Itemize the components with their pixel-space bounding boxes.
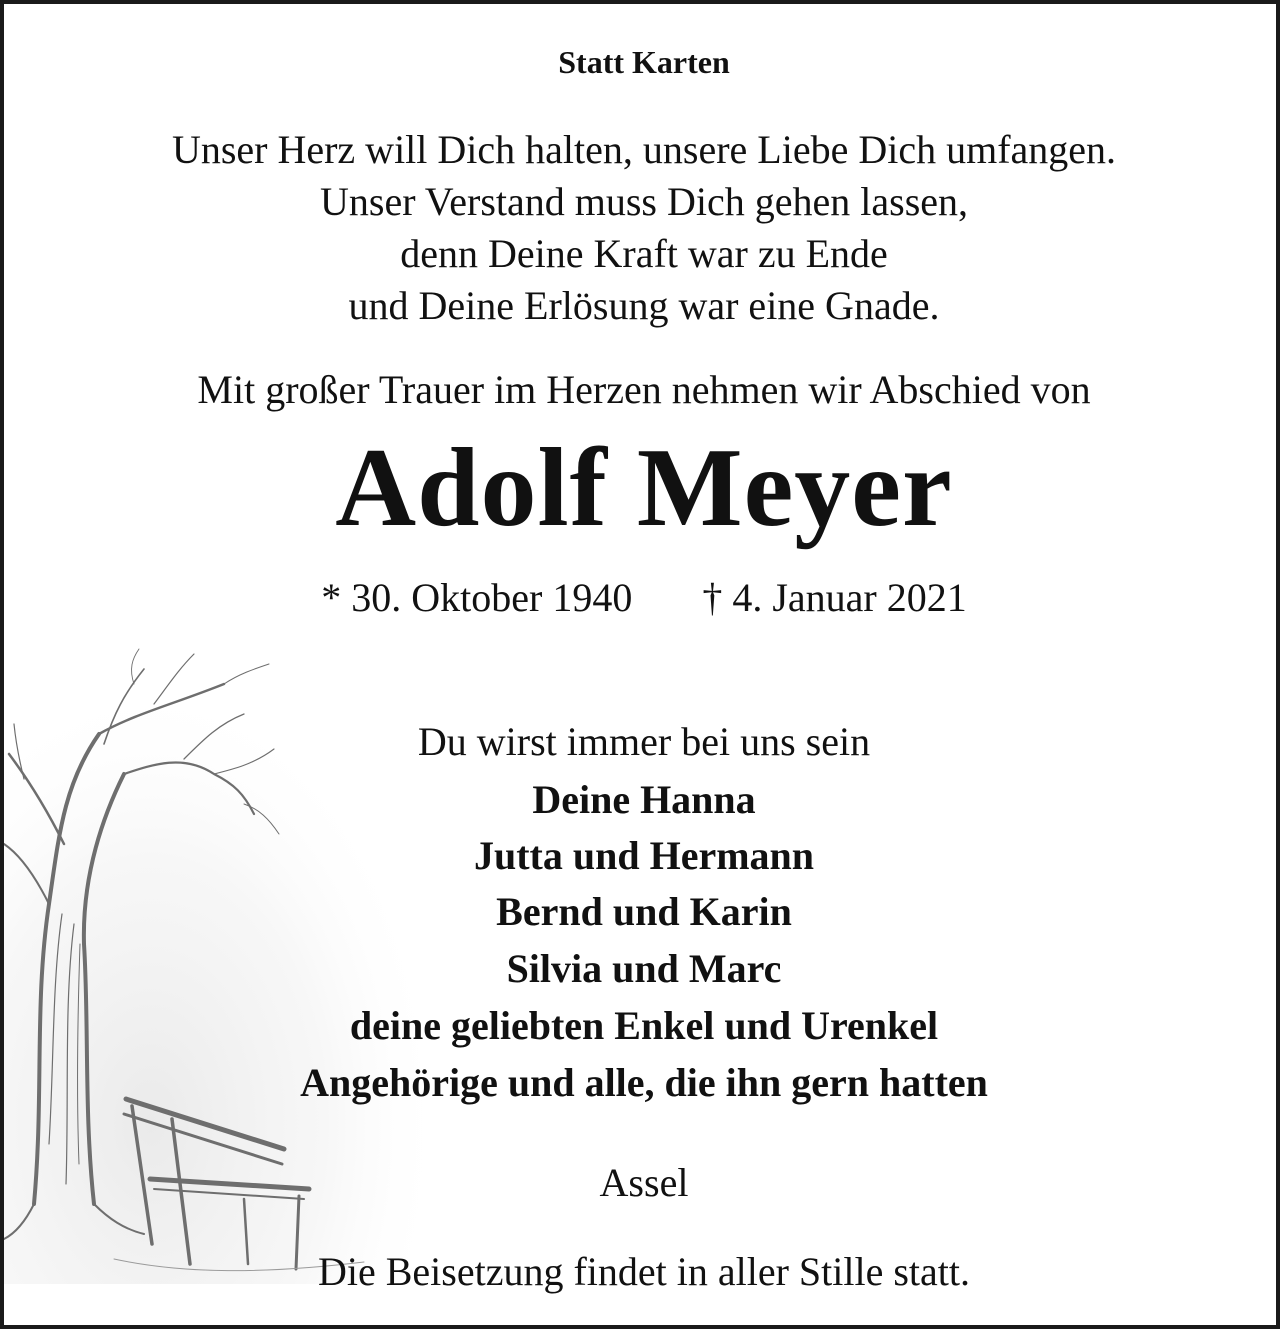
farewell-text: Du wirst immer bei uns sein — [417, 719, 871, 764]
burial-note: Die Beisetzung findet in aller Stille statt. — [317, 1249, 971, 1294]
deceased-name: Adolf Meyer — [335, 426, 953, 550]
place-name: Assel — [599, 1160, 689, 1205]
mourner-line: Silvia und Marc — [506, 946, 782, 991]
mourner-line: Jutta und Hermann — [473, 833, 815, 878]
verse-line: Unser Verstand muss Dich gehen lassen, — [319, 179, 969, 224]
mourner-line: Angehörige und alle, die ihn gern hatten — [300, 1060, 988, 1105]
birth-date: * 30. Oktober 1940 — [321, 575, 633, 620]
life-dates — [4, 574, 1280, 621]
intro-text: Mit großer Trauer im Herzen nehmen wir Abschied von — [197, 367, 1091, 412]
mourner-line: deine geliebten Enkel und Urenkel — [349, 1003, 939, 1048]
mourner-line: Bernd und Karin — [496, 889, 792, 934]
death-date: † 4. Januar 2021 — [702, 575, 967, 620]
mourner-line: Deine Hanna — [532, 777, 756, 822]
verse-line: Unser Herz will Dich halten, unsere Liebe Dich umfangen. — [171, 127, 1117, 172]
notice-header: Statt Karten — [558, 44, 730, 80]
verse-line: denn Deine Kraft war zu Ende — [400, 231, 888, 276]
verse-line: und Deine Erlösung war eine Gnade. — [348, 283, 940, 328]
